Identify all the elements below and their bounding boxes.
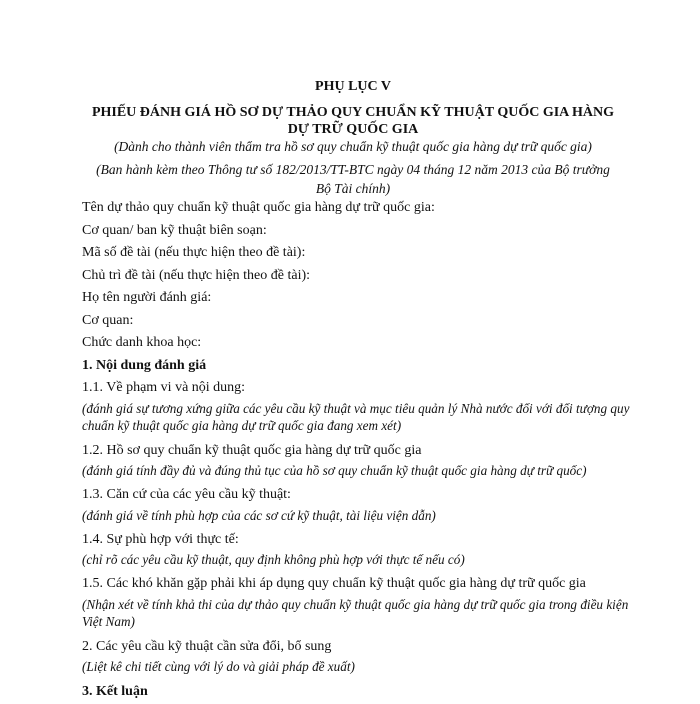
item-note-scope: (đánh giá sự tương xứng giữa các yêu cầu kỹ thuật và mục tiêu quản lý Nhà nước đối với đối tượng quy chuẩn kỹ thuật quốc gia hàng dự trữ quốc gia đang xem xét) <box>82 400 630 433</box>
field-project-lead: Chủ trì đề tài (nếu thực hiện theo đề tài): <box>82 267 311 283</box>
field-agency: Cơ quan: <box>82 312 134 328</box>
form-title: PHIẾU ĐÁNH GIÁ HỒ SƠ DỰ THẢO QUY CHUẨN KỸ THUẬT QUỐC GIA HÀNG DỰ TRỮ QUỐC GIA <box>91 105 615 137</box>
field-academic-title: Chức danh khoa học: <box>82 335 202 350</box>
subtitle-audience: (Dành cho thành viên thẩm tra hồ sơ quy chuẩn kỹ thuật quốc gia hàng dự trữ quốc gia) <box>114 139 592 154</box>
item-note-practicality: (chỉ rõ các yêu cầu kỹ thuật, quy định không phù hợp với thực tế nếu có) <box>82 552 465 567</box>
item-label-scope: 1.1. Về phạm vi và nội dung: <box>82 380 246 395</box>
field-project-code: Mã số đề tài (nếu thực hiện theo đề tài): <box>82 245 306 260</box>
subtitle-issuance: (Ban hành kèm theo Thông tư số 182/2013/TT-BTC ngày 04 tháng 12 năm 2013 của Bộ trưởng Bộ Tài chính) <box>96 162 610 196</box>
form-body <box>82 197 630 704</box>
section-heading-conclusion: 3. Kết luận <box>82 684 148 699</box>
field-reviewer-name: Họ tên người đánh giá: <box>82 290 212 305</box>
item-label-dossier: 1.2. Hồ sơ quy chuẩn kỹ thuật quốc gia hàng dự trữ quốc gia <box>82 442 422 458</box>
item-note-dossier: (đánh giá tính đầy đủ và đúng thủ tục của hồ sơ quy chuẩn kỹ thuật quốc gia hàng dự trữ quốc) <box>82 463 587 478</box>
item-note-revisions: (Liệt kê chi tiết cùng với lý do và giải pháp đề xuất) <box>82 659 355 674</box>
item-note-basis: (đánh giá về tính phù hợp của các sơ cứ kỹ thuật, tài liệu viện dẫn) <box>82 507 436 523</box>
item-label-practicality: 1.4. Sự phù hợp với thực tế: <box>82 531 239 547</box>
field-draft-name: Tên dự thảo quy chuẩn kỹ thuật quốc gia hàng dự trữ quốc gia: <box>82 200 435 215</box>
item-note-difficulties: (Nhận xét về tính khả thi của dự thảo quy chuẩn kỹ thuật quốc gia hàng dự trữ quốc gia trong điều kiện Việt Nam) <box>82 596 629 629</box>
item-label-difficulties: 1.5. Các khó khăn gặp phải khi áp dụng quy chuẩn kỹ thuật quốc gia hàng dự trữ quốc gia <box>82 576 586 591</box>
section-heading-revisions: 2. Các yêu cầu kỹ thuật cần sửa đổi, bổ sung <box>82 638 332 654</box>
appendix-heading: PHỤ LỤC V <box>315 79 391 94</box>
item-label-basis: 1.3. Căn cứ của các yêu cầu kỹ thuật: <box>82 487 291 502</box>
field-compiling-agency: Cơ quan/ ban kỹ thuật biên soạn: <box>82 222 267 238</box>
section-heading-evaluation: 1. Nội dung đánh giá <box>82 357 207 373</box>
